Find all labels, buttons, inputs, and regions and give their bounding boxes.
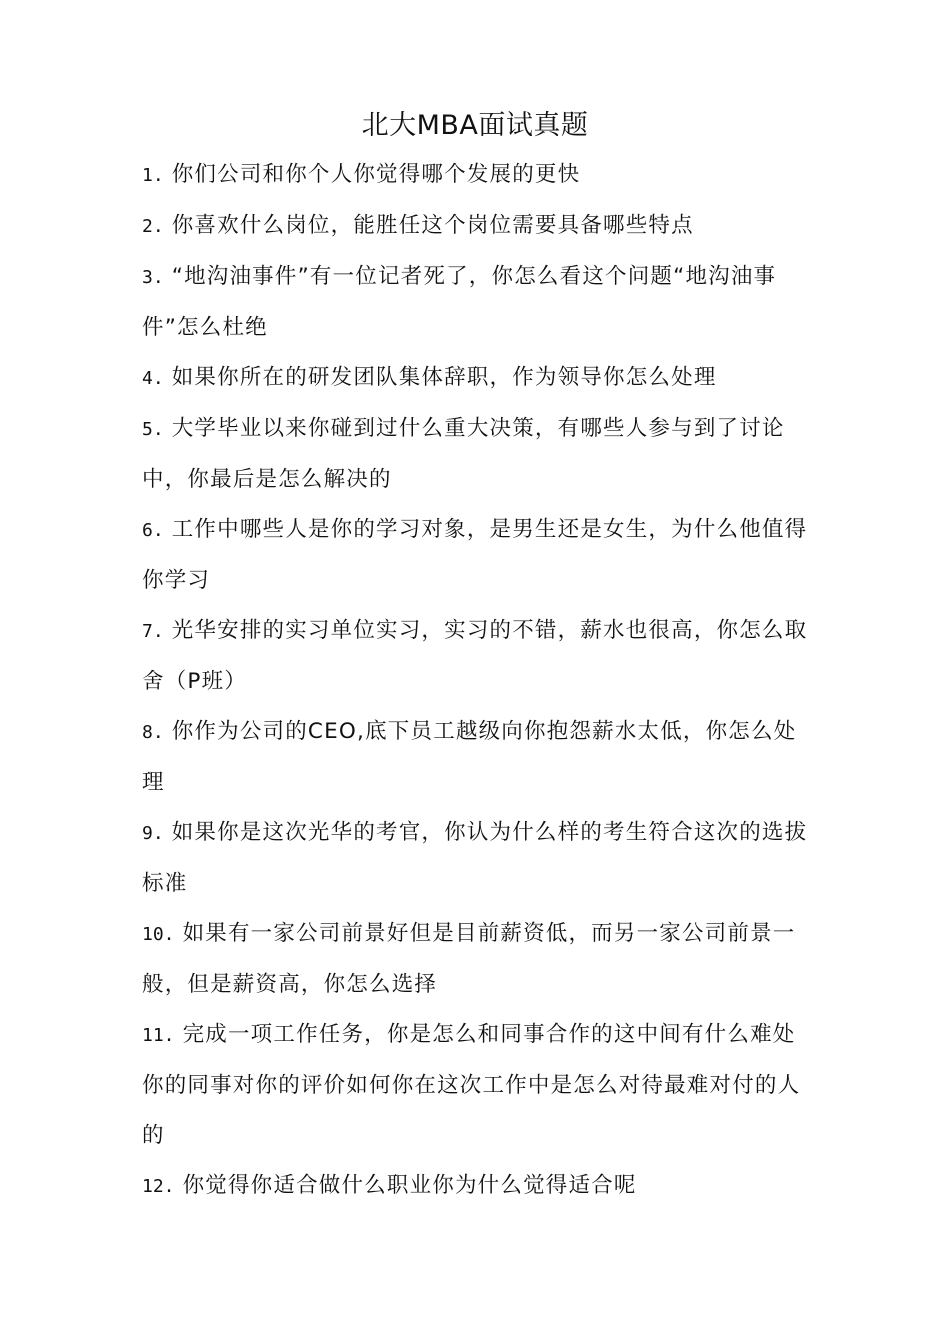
question-item (142, 909, 814, 1010)
question-text: 你觉得你适合做什么职业你为什么觉得适合呢 (182, 1173, 637, 1198)
question-number: 2. (142, 216, 164, 237)
question-item (142, 808, 814, 909)
question-number: 12. (142, 1176, 175, 1197)
question-item (142, 707, 814, 808)
question-number: 9. (142, 823, 164, 844)
question-item (142, 404, 814, 505)
question-text: 你们公司和你个人你觉得哪个发展的更快 (171, 162, 581, 187)
question-number: 10. (142, 924, 175, 945)
question-text: 大学毕业以来你碰到过什么重大决策，有哪些人参与到了讨论中，你最后是怎么解决的 (142, 416, 785, 492)
question-item (142, 252, 814, 353)
question-number: 6. (142, 520, 164, 541)
question-item (142, 150, 814, 201)
question-item (142, 505, 814, 606)
question-text: 你作为公司的CEO,底下员工越级向你抱怨薪水太低，你怎么处理 (142, 719, 797, 795)
question-number: 4. (142, 368, 164, 389)
question-item (142, 1161, 814, 1212)
question-text: 工作中哪些人是你的学习对象，是男生还是女生，为什么他值得你学习 (142, 517, 808, 593)
question-text: 如果你是这次光华的考官，你认为什么样的考生符合这次的选拔标准 (142, 820, 808, 896)
question-item (142, 353, 814, 404)
question-number: 8. (142, 722, 164, 743)
question-text: 如果有一家公司前景好但是目前薪资低，而另一家公司前景一般，但是薪资高，你怎么选择 (142, 921, 796, 997)
question-text: 你喜欢什么岗位，能胜任这个岗位需要具备哪些特点 (171, 213, 694, 238)
question-number: 11. (142, 1025, 175, 1046)
question-item (142, 606, 814, 707)
question-number: 5. (142, 419, 164, 440)
question-item (142, 1010, 814, 1161)
question-text: “地沟油事件”有一位记者死了，你怎么看这个问题“地沟油事件”怎么杜绝 (142, 264, 777, 340)
question-list (142, 150, 814, 1212)
question-number: 1. (142, 165, 164, 186)
question-number: 3. (142, 267, 164, 288)
question-number: 7. (142, 621, 164, 642)
question-item (142, 201, 814, 252)
question-text: 如果你所在的研发团队集体辞职，作为领导你怎么处理 (171, 365, 717, 390)
question-text: 光华安排的实习单位实习，实习的不错，薪水也很高，你怎么取舍（P班） (142, 618, 808, 694)
document-title: 北大MBA面试真题 (361, 110, 589, 141)
question-text: 完成一项工作任务，你是怎么和同事合作的这中间有什么难处你的同事对你的评价如何你在这次工作中是怎么对待最难对付的人的 (142, 1022, 801, 1148)
